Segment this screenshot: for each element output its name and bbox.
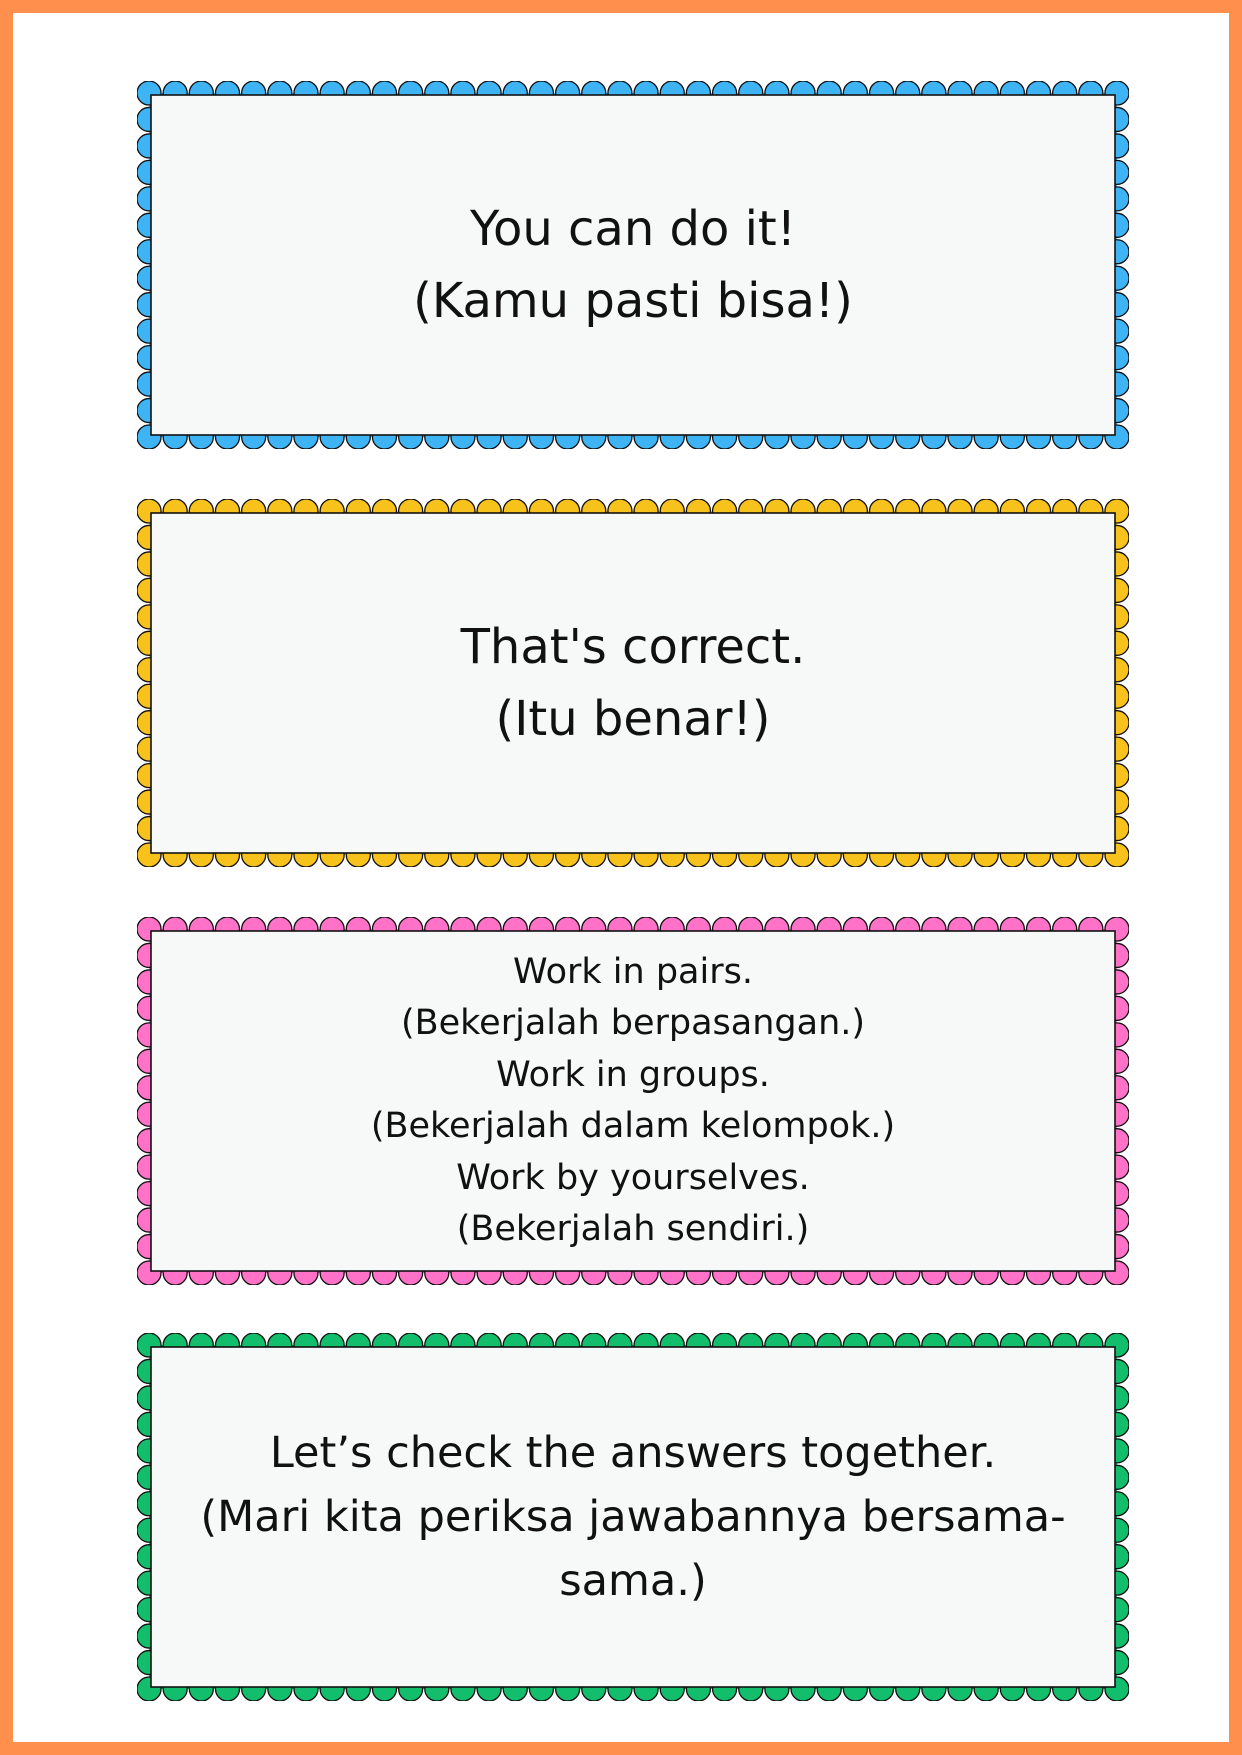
card-text <box>151 931 1115 1271</box>
phrase-indonesian: (Bekerjalah berpasangan.) <box>400 1003 866 1043</box>
card-text <box>151 513 1115 853</box>
phrase-english: Work in groups. <box>496 1054 770 1095</box>
phrase-english: Work in pairs. <box>513 951 753 992</box>
card-correct <box>137 499 1129 867</box>
card-encouragement <box>137 81 1129 449</box>
phrase-indonesian: (Bekerjalah dalam kelompok.) <box>370 1106 896 1146</box>
phrase-indonesian: (Bekerjalah sendiri.) <box>456 1209 810 1249</box>
phrase-indonesian: (Mari kita periksa jawabannya bersama- <box>200 1492 1066 1542</box>
phrase-english: Let’s check the answers together. <box>269 1428 997 1478</box>
card-text <box>151 95 1115 435</box>
card-text <box>151 1347 1115 1687</box>
phrase-indonesian: (Itu benar!) <box>495 691 771 747</box>
phrase-english: You can do it! <box>470 201 796 257</box>
phrase-english: That's correct. <box>460 619 806 675</box>
card-work-instructions <box>137 917 1129 1285</box>
phrase-english: Work by yourselves. <box>456 1157 810 1198</box>
card-check-answers <box>137 1333 1129 1701</box>
phrase-indonesian: (Kamu pasti bisa!) <box>413 273 853 329</box>
phrase-indonesian: sama.) <box>559 1556 707 1606</box>
